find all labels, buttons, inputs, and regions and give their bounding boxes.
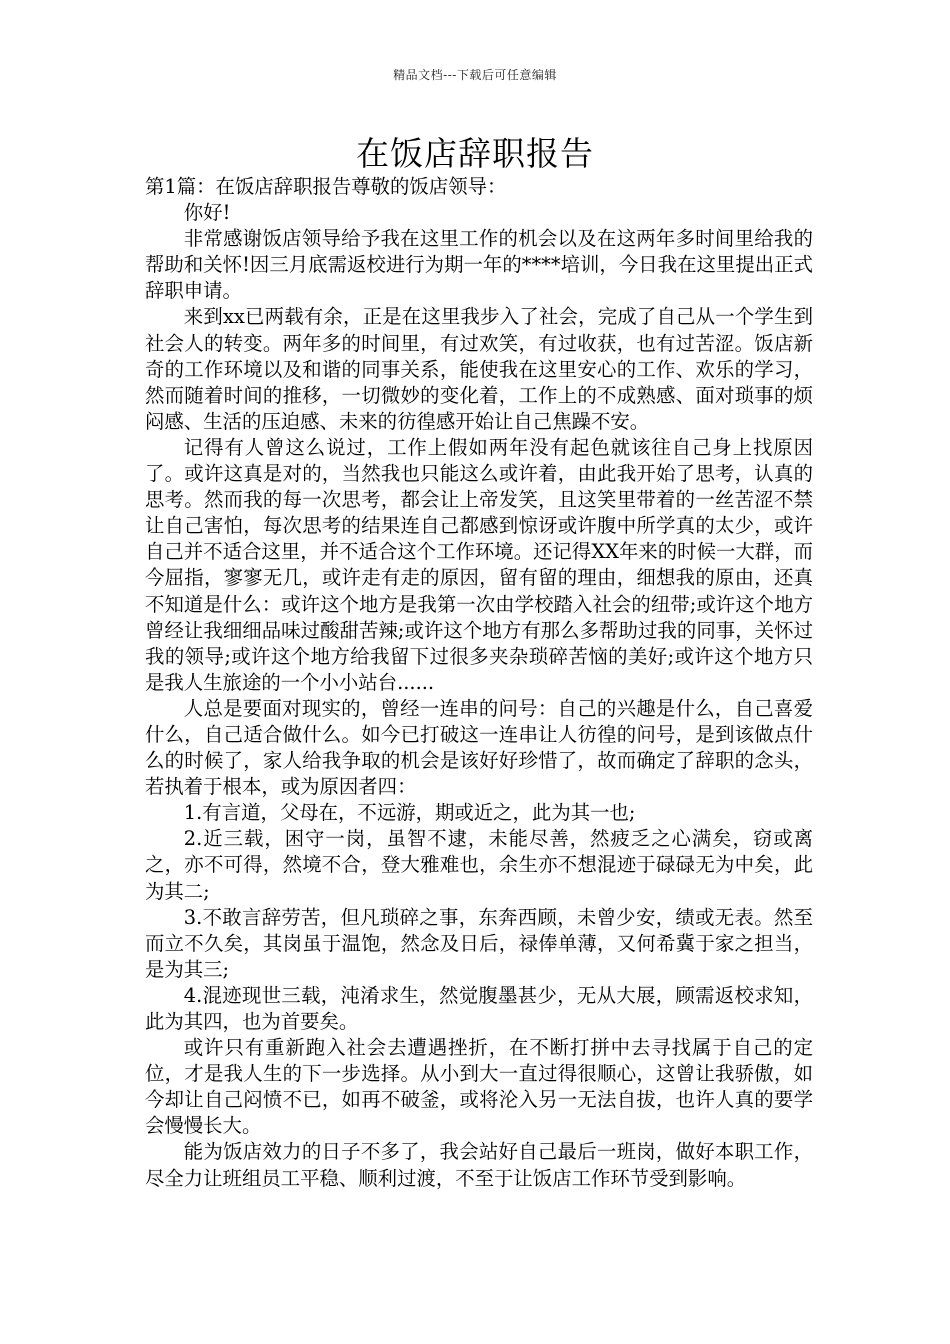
paragraph: 非常感谢饭店领导给予我在这里工作的机会以及在这两年多时间里给我的帮助和关怀!因三月底需返校进行为期一年的****培训，今日我在这里提出正式辞职申请。 — [145, 227, 813, 303]
paragraph: 能为饭店效力的日子不多了，我会站好自己最后一班岗，做好本职工作，尽全力让班组员工平稳、顺利过渡，不至于让饭店工作环节受到影响。 — [145, 1140, 813, 1190]
list-item-reason-4: 4.混迹现世三载，沌淆求生，然觉腹墨甚少，无从大展，顾需返校求知，此为其四，也为首要矣。 — [145, 983, 813, 1033]
list-item-reason-3: 3.不敢言辞劳苦，但凡琐碎之事，东奔西顾，未曾少安，绩或无表。然至而立不久矣，其岗虽于温饱，然念及日后，禄俸单薄，又何希冀于家之担当，是为其三; — [145, 905, 813, 981]
document-body — [145, 174, 813, 1192]
paragraph: 人总是要面对现实的，曾经一连串的问号：自己的兴趣是什么，自己喜爱什么，自己适合做什么。如今已打破这一连串让人彷徨的问号，是到该做点什么的时候了，家人给我争取的机会是该好好珍惜了，故而确定了辞职的念头，若执着于根本，或为原因者四： — [145, 696, 813, 799]
document-title: 在饭店辞职报告 — [356, 134, 594, 173]
paragraph: 或许只有重新跑入社会去遭遇挫折，在不断打拼中去寻找属于自己的定位，才是我人生的下一步选择。从小到大一直过得很顺心，这曾让我骄傲，如今却让自己闷愤不已，如再不破釜，或将沦入另一无法自拔，也许人真的要学会慢慢长大。 — [145, 1036, 813, 1138]
paragraph: 来到xx已两载有余，正是在这里我步入了社会，完成了自己从一个学生到社会人的转变。两年多的时间里，有过欢笑，有过收获，也有过苦涩。饭店新奇的工作环境以及和谐的同事关系，能使我在这里安心的工作、欢乐的学习，然而随着时间的推移，一切微妙的变化着，工作上的不成熟感、面对琐事的烦闷感、生活的压迫感、未来的彷徨感开始让自己焦躁不安。 — [145, 305, 813, 433]
list-item-reason-2: 2.近三载，困守一岗，虽智不逮，未能尽善，然疲乏之心满矣，窃或离之，亦不可得，然境不合，登大雅难也，余生亦不想混迹于碌碌无为中矣，此为其二; — [145, 827, 813, 903]
header-note: 精品文档---下载后可任意编辑 — [393, 68, 557, 82]
paragraph: 记得有人曾这么说过，工作上假如两年没有起色就该往自己身上找原因了。或许这真是对的，当然我也只能这么或许着，由此我开始了思考，认真的思考。然而我的每一次思考，都会让上帝发笑，且这笑里带着的一丝苦涩不禁让自己害怕，每次思考的结果连自己都感到惊讶或许腹中所学真的太少，或许自己并不适合这里，并不适合这个工作环境。还记得XX年来的时候一大群，而今屈指，寥寥无几，或许走有走的原因，留有留的理由，细想我的原由，还真不知道是什么：或许这个地方是我第一次由学校踏入社会的纽带;或许这个地方曾经让我细细品味过酸甜苦辣;或许这个地方有那么多帮助过我的同事，关怀过我的领导;或许这个地方给我留下过很多夹杂琐碎苦恼的美好;或许这个地方只是我人生旅途的一个小小站台...... — [145, 435, 813, 694]
paragraph-greeting: 你好! — [183, 201, 231, 225]
paragraph-heading: 第1篇：在饭店辞职报告尊敬的饭店领导： — [145, 175, 507, 198]
list-item-reason-1: 1.有言道，父母在，不远游，期或近之，此为其一也; — [183, 801, 636, 825]
